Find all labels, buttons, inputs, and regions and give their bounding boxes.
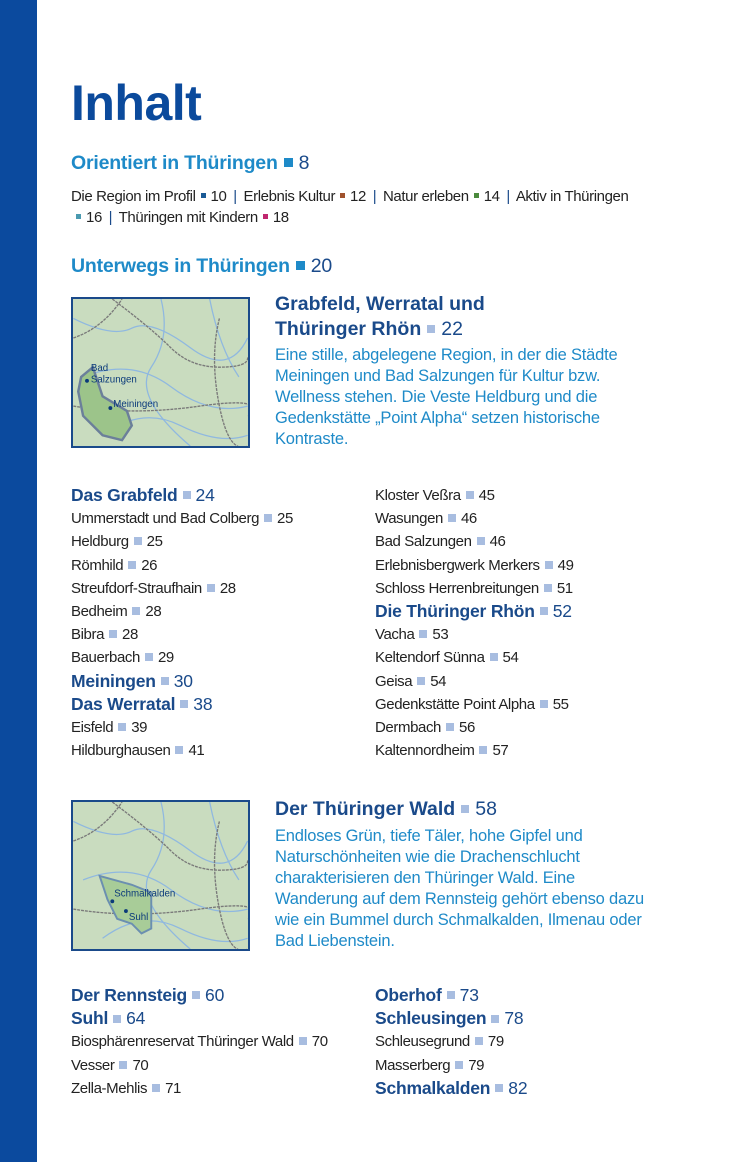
entry-label: Schleusingen xyxy=(375,1008,487,1029)
separator: | xyxy=(506,188,510,205)
entry-page: 26 xyxy=(141,556,158,574)
entry-page: 71 xyxy=(165,1079,181,1097)
section-unterwegs[interactable] xyxy=(71,255,332,278)
entry-page: 24 xyxy=(195,485,215,505)
toc-heading[interactable] xyxy=(71,1007,371,1030)
page-edge-bar xyxy=(0,0,37,1162)
square-bullet-icon xyxy=(474,193,479,198)
toc-entry[interactable] xyxy=(71,1054,371,1077)
region-heading-thueringer-wald[interactable] xyxy=(275,797,497,822)
entry-label: Erlebnisbergwerk Merkers xyxy=(375,556,540,574)
toc-entry[interactable] xyxy=(375,1054,675,1077)
square-bullet-icon xyxy=(145,653,153,661)
entry-label: Die Thüringer Rhön xyxy=(375,600,535,621)
toc-entry[interactable] xyxy=(71,530,371,553)
square-bullet-icon xyxy=(545,561,553,569)
entry-label: Ummerstadt und Bad Colberg xyxy=(71,510,260,528)
entry-page: 29 xyxy=(157,649,174,667)
section-orientiert[interactable] xyxy=(71,152,309,175)
topic-page: 10 xyxy=(210,188,227,205)
square-bullet-icon xyxy=(446,723,454,731)
entry-page: 30 xyxy=(173,670,193,691)
topic-label: Erlebnis Kultur xyxy=(243,188,336,205)
region-map-thueringer-wald xyxy=(71,800,250,951)
entry-page: 54 xyxy=(502,649,519,667)
region-description: Eine stille, abgelegene Region, in der die Städte Meiningen und Bad Salzungen für Kultur bzw. Wellness stehen. Die Veste Heldburg und die Gedenkstätte „Point Alpha“ setzen historische Kontraste. xyxy=(275,346,618,448)
square-bullet-icon xyxy=(447,991,455,999)
entry-label: Das Grabfeld xyxy=(71,485,178,505)
toc-entry[interactable] xyxy=(71,554,371,577)
toc-entry[interactable] xyxy=(375,739,675,762)
map-label: Meiningen xyxy=(113,399,159,411)
entry-label: Kloster Veßra xyxy=(375,487,461,504)
entry-page: 45 xyxy=(478,487,495,504)
toc-heading[interactable] xyxy=(375,1077,675,1100)
entry-label: Schmalkalden xyxy=(375,1077,491,1098)
toc-list-right xyxy=(375,484,675,762)
entry-page: 49 xyxy=(557,556,574,574)
square-bullet-icon xyxy=(419,630,427,638)
entry-label: Vesser xyxy=(71,1056,115,1074)
square-bullet-icon xyxy=(132,607,140,615)
region-title: Grabfeld, Werratal und xyxy=(275,293,485,315)
toc-heading[interactable] xyxy=(71,670,371,693)
intro-topics xyxy=(71,186,631,228)
entry-label: Bauerbach xyxy=(71,649,140,667)
section-label: Unterwegs in Thüringen xyxy=(71,255,290,277)
entry-label: Oberhof xyxy=(375,985,442,1005)
square-bullet-icon xyxy=(540,607,548,615)
square-bullet-icon xyxy=(207,584,215,592)
topic-label: Aktiv in Thüringen xyxy=(515,188,629,205)
square-bullet-icon xyxy=(477,537,485,545)
entry-page: 41 xyxy=(188,742,205,760)
toc-entry[interactable] xyxy=(375,623,675,646)
entry-page: 55 xyxy=(552,695,569,713)
separator: | xyxy=(233,188,237,205)
square-bullet-icon xyxy=(461,805,469,813)
section-label: Orientiert in Thüringen xyxy=(71,152,278,174)
square-bullet-icon xyxy=(183,491,191,499)
entry-label: Heldburg xyxy=(71,533,129,551)
square-bullet-icon xyxy=(180,700,188,708)
toc-entry[interactable] xyxy=(71,646,371,669)
square-bullet-icon xyxy=(495,1084,503,1092)
square-bullet-icon xyxy=(491,1015,499,1023)
entry-label: Streufdorf-Straufhain xyxy=(71,579,202,597)
entry-label: Kaltennordheim xyxy=(375,742,475,760)
square-bullet-icon xyxy=(427,325,435,333)
entry-label: Der Rennsteig xyxy=(71,985,188,1005)
entry-page: 28 xyxy=(219,579,236,597)
entry-page: 25 xyxy=(277,510,293,528)
toc-heading[interactable] xyxy=(375,1007,675,1030)
entry-label: Bad Salzungen xyxy=(375,533,472,551)
square-bullet-icon xyxy=(455,1061,463,1069)
square-bullet-icon xyxy=(340,193,345,198)
square-bullet-icon xyxy=(175,746,183,754)
entry-page: 56 xyxy=(459,718,475,736)
toc-heading[interactable] xyxy=(71,693,371,716)
entry-label: Masserberg xyxy=(375,1056,451,1074)
entry-page: 51 xyxy=(556,579,573,597)
square-bullet-icon xyxy=(192,991,200,999)
toc-entry[interactable] xyxy=(375,554,675,577)
entry-label: Römhild xyxy=(71,556,124,574)
entry-page: 52 xyxy=(552,600,572,621)
intro-topic-link[interactable] xyxy=(244,188,366,205)
toc-entry[interactable] xyxy=(375,693,675,716)
region-heading-grabfeld[interactable] xyxy=(275,292,485,342)
map-label: Schmalkalden xyxy=(114,888,176,900)
entry-label: Geisa xyxy=(375,672,413,690)
region-title: Der Thüringer Wald xyxy=(275,798,456,820)
region-title: Thüringer Rhön xyxy=(275,318,422,340)
section-page: 8 xyxy=(298,152,310,174)
square-bullet-icon xyxy=(76,214,81,219)
toc-entry[interactable] xyxy=(71,600,371,623)
entry-page: 57 xyxy=(492,742,509,760)
toc-entry[interactable] xyxy=(375,1030,675,1053)
map-label: Bad xyxy=(90,363,109,375)
entry-page: 38 xyxy=(193,693,213,714)
entry-page: 39 xyxy=(131,718,148,736)
toc-entry[interactable] xyxy=(71,507,371,530)
entry-label: Gedenkstätte Point Alpha xyxy=(375,695,535,713)
toc-list-left xyxy=(71,484,371,762)
toc-entry[interactable] xyxy=(71,1077,371,1100)
toc-entry[interactable] xyxy=(375,670,675,693)
topic-page: 14 xyxy=(483,188,500,205)
toc-entry[interactable] xyxy=(375,716,675,739)
entry-page: 28 xyxy=(122,626,138,644)
entry-page: 25 xyxy=(146,533,163,551)
section-page: 20 xyxy=(310,255,333,277)
entry-page: 78 xyxy=(504,1008,524,1029)
entry-page: 60 xyxy=(205,985,225,1005)
entry-label: Zella-Mehlis xyxy=(71,1079,148,1097)
square-bullet-icon xyxy=(134,537,142,545)
topic-page: 16 xyxy=(86,209,102,226)
intro-topic-link[interactable] xyxy=(71,188,226,205)
toc-entry[interactable] xyxy=(375,484,675,507)
entry-page: 82 xyxy=(508,1077,528,1098)
square-bullet-icon xyxy=(113,1015,121,1023)
entry-page: 64 xyxy=(126,1008,146,1029)
square-bullet-icon xyxy=(128,561,136,569)
square-bullet-icon xyxy=(479,746,487,754)
entry-page: 28 xyxy=(145,602,162,620)
intro-topic-link[interactable] xyxy=(119,209,289,226)
square-bullet-icon xyxy=(448,514,456,522)
entry-page: 46 xyxy=(460,510,477,528)
separator: | xyxy=(372,188,377,205)
entry-page: 46 xyxy=(489,533,506,551)
entry-page: 54 xyxy=(430,672,447,690)
entry-label: Eisfeld xyxy=(71,718,114,736)
map-label: Suhl xyxy=(128,911,149,923)
toc-entry[interactable] xyxy=(71,739,371,762)
entry-page: 53 xyxy=(432,626,449,644)
topic-page: 18 xyxy=(272,209,289,226)
intro-topic-link[interactable] xyxy=(383,188,500,205)
region-page: 22 xyxy=(441,318,463,340)
square-bullet-icon xyxy=(296,261,305,270)
entry-label: Vacha xyxy=(375,626,415,644)
entry-page: 70 xyxy=(132,1056,149,1074)
region-page: 58 xyxy=(475,798,497,820)
entry-label: Bedheim xyxy=(71,602,128,620)
square-bullet-icon xyxy=(152,1084,160,1092)
entry-label: Dermbach xyxy=(375,718,441,736)
square-bullet-icon xyxy=(299,1037,307,1045)
entry-label: Hildburghausen xyxy=(71,742,171,760)
topic-label: Natur erleben xyxy=(383,188,469,205)
square-bullet-icon xyxy=(161,677,169,685)
square-bullet-icon xyxy=(118,723,126,731)
entry-label: Bibra xyxy=(71,626,105,644)
entry-label: Suhl xyxy=(71,1008,109,1029)
entry-label: Schloss Herrenbreitungen xyxy=(375,579,539,597)
entry-label: Biosphärenreservat Thüringer Wald xyxy=(71,1033,294,1051)
toc-entry[interactable] xyxy=(375,577,675,600)
topic-label: Thüringen mit Kindern xyxy=(118,209,258,226)
square-bullet-icon xyxy=(119,1061,127,1069)
square-bullet-icon xyxy=(540,700,548,708)
toc-heading[interactable] xyxy=(375,984,675,1007)
topic-page: 12 xyxy=(350,188,366,205)
toc-entry[interactable] xyxy=(375,530,675,553)
toc-entry[interactable] xyxy=(375,646,675,669)
toc-list-left xyxy=(71,984,371,1100)
toc-list-right xyxy=(375,984,675,1100)
region-map-grabfeld xyxy=(71,297,250,448)
entry-label: Wasungen xyxy=(375,510,443,528)
toc-entry[interactable] xyxy=(71,623,371,646)
square-bullet-icon xyxy=(417,677,425,685)
entry-page: 79 xyxy=(468,1056,485,1074)
toc-entry[interactable] xyxy=(71,577,371,600)
entry-label: Keltendorf Sünna xyxy=(375,649,485,667)
entry-label: Das Werratal xyxy=(71,693,176,714)
square-bullet-icon xyxy=(466,491,474,499)
square-bullet-icon xyxy=(490,653,498,661)
separator: | xyxy=(108,209,113,226)
entry-label: Schleusegrund xyxy=(375,1033,470,1051)
square-bullet-icon xyxy=(475,1037,483,1045)
map-label: Salzungen xyxy=(90,374,137,386)
toc-entry[interactable] xyxy=(71,1030,371,1053)
entry-label: Meiningen xyxy=(71,670,156,691)
toc-entry[interactable] xyxy=(375,507,675,530)
entry-page: 73 xyxy=(459,985,479,1005)
toc-heading[interactable] xyxy=(375,600,675,623)
square-bullet-icon xyxy=(263,214,268,219)
toc-entry[interactable] xyxy=(71,716,371,739)
region-description: Endloses Grün, tiefe Täler, hohe Gipfel und Naturschönheiten wie die Drachenschlucht charakterisieren den Thüringer Wald. Eine Wanderung auf dem Rennsteig gehört ebenso dazu wie ein Bummel durch Schmalkalden, Ilmenau oder Bad Liebenstein. xyxy=(275,827,645,950)
square-bullet-icon xyxy=(264,514,272,522)
entry-page: 79 xyxy=(487,1033,504,1051)
page-title: Inhalt xyxy=(71,75,202,131)
square-bullet-icon xyxy=(284,158,293,167)
square-bullet-icon xyxy=(109,630,117,638)
square-bullet-icon xyxy=(201,193,206,198)
square-bullet-icon xyxy=(544,584,552,592)
topic-label: Die Region im Profil xyxy=(71,188,196,205)
toc-heading[interactable] xyxy=(71,984,371,1007)
toc-heading[interactable] xyxy=(71,484,371,507)
entry-page: 70 xyxy=(311,1033,328,1051)
